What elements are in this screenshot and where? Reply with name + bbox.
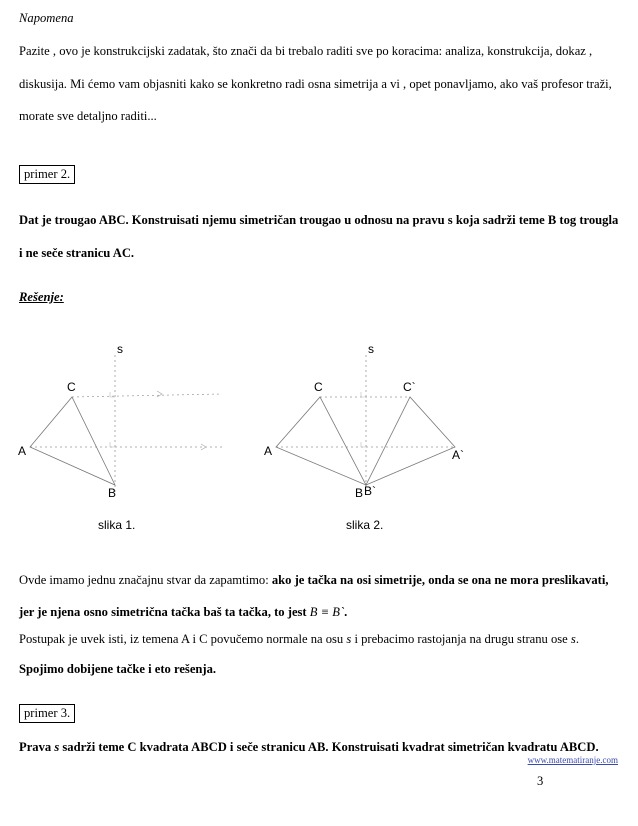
figure-2-right-angle-a — [361, 442, 366, 447]
figure-1-caption: slika 1. — [98, 518, 136, 532]
figure-2-caption: slika 2. — [346, 518, 384, 532]
figure-1 — [18, 342, 222, 532]
note-line-1: Pazite , ovo je konstrukcijski zadatak, što znači da bi trebalo raditi sve po koracima: analiza, konstrukcija, dokaz , — [19, 44, 593, 58]
example-3-task — [19, 740, 599, 755]
note-line-3: morate sve detaljno raditi... — [19, 109, 157, 123]
figure-1-right-angle-a — [110, 442, 115, 447]
note-line-2: diskusija. Mi ćemo vam objasniti kako se konkretno radi osna simetrija a vi , opet ponavljamo, ako vaš profesor traži, — [19, 77, 612, 91]
paragraph-3-text-a: Postupak je uvek isti, iz temena A i C povučemo normale na osu — [19, 632, 347, 646]
figure-2 — [264, 342, 464, 532]
figure-2-b-prime-label: B` — [364, 484, 376, 498]
example-3-task-axis: s — [54, 740, 60, 754]
solution-heading: Rešenje: — [19, 290, 64, 304]
example-3-label: primer 3. — [19, 704, 75, 723]
figure-2-c-prime-label: C` — [403, 380, 416, 394]
figure-1-c-label: C — [67, 380, 76, 394]
example-2-label: primer 2. — [19, 165, 75, 184]
paragraph-3-text-c: . — [575, 632, 579, 646]
figure-1-arrow-c — [157, 391, 162, 397]
figure-2-c-label: C — [314, 380, 323, 394]
figure-2-s-label: s — [368, 342, 374, 356]
website-link[interactable]: www.matematiranje.com — [527, 755, 618, 765]
figure-1-a-label: A — [18, 444, 27, 458]
paragraph-1 — [19, 573, 608, 588]
paragraph-2-end: . — [344, 605, 348, 619]
figure-2-a-label: A — [264, 444, 273, 458]
paragraph-1-text: Ovde imamo jednu značajnu stvar da zapamtimo: — [19, 573, 272, 587]
page-number: 3 — [537, 774, 544, 788]
paragraph-3-text-b: i prebacimo rastojanja na drugu stranu ose — [351, 632, 571, 646]
figure-2-right-angle-c — [361, 392, 366, 397]
figure-1-normal-c — [72, 394, 222, 397]
symmetry-figures — [0, 335, 638, 545]
figure-1-s-label: s — [117, 342, 123, 356]
example-3-task-b: sadrži teme C kvadrata ABCD i seče stranicu AB. Konstruisati kvadrat simetričan kvadratu ABCD. — [59, 740, 599, 754]
paragraph-2-formula: B ≡ B` — [309, 605, 345, 619]
figure-2-triangle-a2b2c2 — [366, 397, 455, 485]
figure-2-triangle-abc — [276, 397, 366, 485]
example-2-task-line-1: Dat je trougao ABC. Konstruisati njemu simetričan trougao u odnosu na pravu s koja sadrži teme B tog trougla — [19, 213, 619, 227]
figure-2-a-prime-label: A` — [452, 448, 464, 462]
paragraph-3-axis-2: s — [570, 632, 576, 646]
figure-2-b-label: B — [355, 486, 364, 500]
paragraph-2-bold: jer je njena osno simetrična tačka baš ta tačka, to jest — [19, 605, 310, 619]
figure-1-triangle-abc — [30, 397, 115, 485]
figure-1-b-label: B — [108, 486, 117, 500]
note-heading: Napomena — [19, 11, 74, 25]
example-3-task-a: Prava — [19, 740, 55, 754]
paragraph-3-axis-1: s — [346, 632, 352, 646]
paragraph-4: Spojimo dobijene tačke i eto rešenja. — [19, 662, 217, 676]
example-2-task-line-2: i ne seče stranicu AC. — [19, 246, 135, 260]
paragraph-2 — [19, 605, 347, 620]
paragraph-3 — [19, 632, 579, 647]
paragraph-1-bold: ako je tačka na osi simetrije, onda se ona ne mora preslikavati, — [271, 573, 609, 587]
